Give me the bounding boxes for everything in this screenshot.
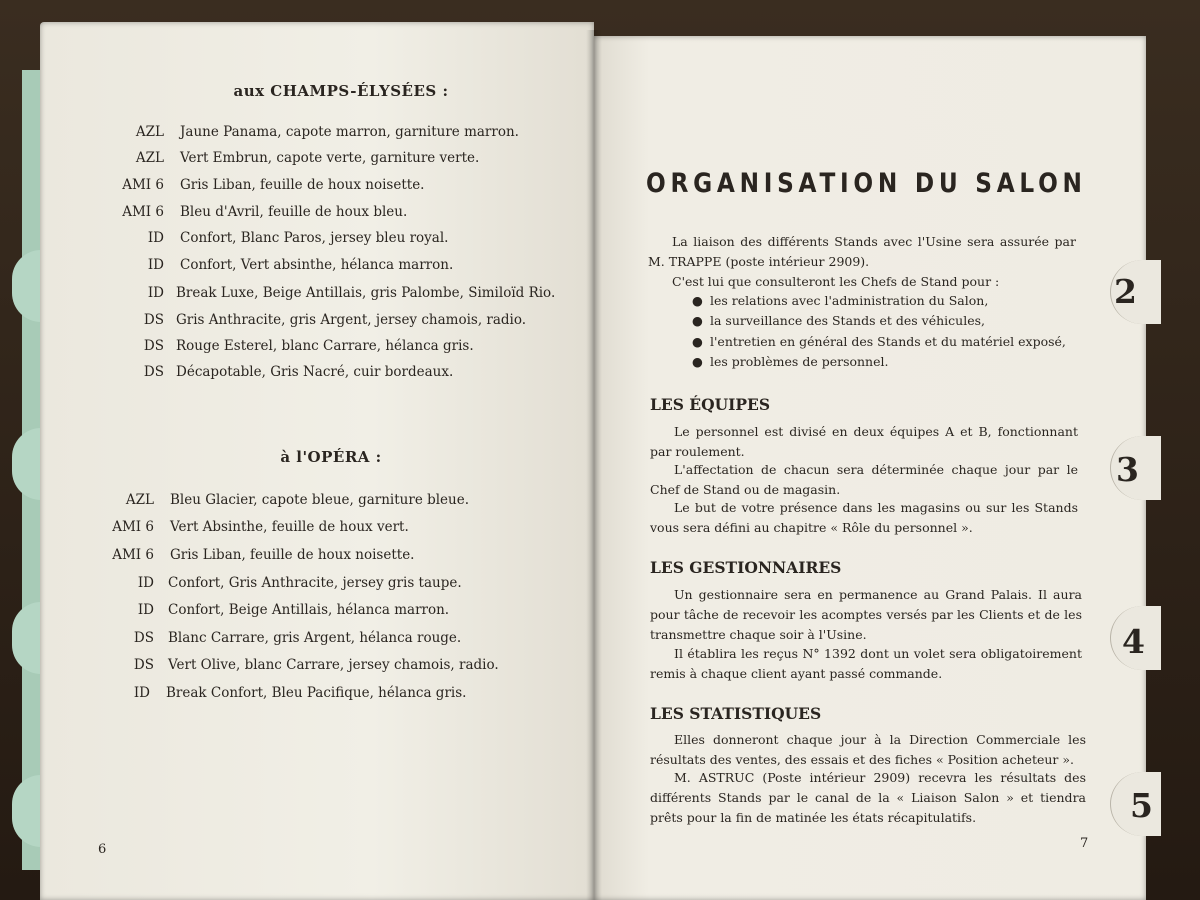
model-code: AMI 6 — [112, 519, 154, 535]
color-description: Confort, Gris Anthracite, jersey gris taupe. — [168, 575, 462, 591]
index-tab-number: 3 — [1116, 450, 1139, 489]
gestionnaires-paragraph: Un gestionnaire sera en permanence au Grand Palais. Il aura pour tâche de recevoir les acomptes versés par les Clients et de les transmettre chaque soir à l'Usine. — [650, 587, 1082, 642]
color-description: Gris Liban, feuille de houx noisette. — [180, 177, 425, 193]
color-description: Vert Absinthe, feuille de houx vert. — [170, 519, 409, 535]
list-item — [692, 354, 888, 369]
color-description: Confort, Vert absinthe, hélanca marron. — [180, 257, 454, 273]
color-description: Break Luxe, Beige Antillais, gris Palombe, Similoïd Rio. — [176, 285, 556, 301]
bullet-icon: ● — [692, 354, 703, 369]
model-code: DS — [133, 657, 154, 673]
color-description: Bleu Glacier, capote bleue, garniture bleue. — [170, 492, 470, 508]
color-description: Jaune Panama, capote marron, garniture marron. — [180, 124, 519, 140]
page-number-right: 7 — [1080, 836, 1089, 851]
model-code: AMI 6 — [122, 204, 164, 220]
bullet-text: la surveillance des Stands et des véhicules, — [710, 313, 985, 328]
equipes-paragraph: L'affectation de chacun sera déterminée chaque jour par le Chef de Stand ou de magasin. — [650, 462, 1078, 497]
model-code: AZL — [135, 150, 164, 166]
opera-title: à l'OPÉRA : — [280, 448, 382, 466]
model-code: DS — [133, 630, 154, 646]
color-description: Gris Liban, feuille de houx noisette. — [170, 547, 415, 563]
bullet-icon: ● — [692, 293, 703, 308]
model-code: AZL — [135, 124, 164, 140]
bullet-text: l'entretien en général des Stands et du matériel exposé, — [710, 334, 1066, 349]
model-code: AMI 6 — [112, 547, 154, 563]
bullet-text: les relations avec l'administration du Salon, — [710, 293, 989, 308]
model-code: ID — [147, 257, 164, 273]
equipes-paragraph: Le personnel est divisé en deux équipes A et B, fonctionnant par roulement. — [650, 424, 1078, 459]
intro-lead: C'est lui que consulteront les Chefs de Stand pour : — [672, 274, 1000, 289]
intro-paragraph: La liaison des différents Stands avec l'Usine sera assurée par M. TRAPPE (poste intérieur 2909). — [648, 234, 1076, 269]
model-code: ID — [137, 575, 154, 591]
gestionnaires-paragraph: Il établira les reçus N° 1392 dont un volet sera obligatoirement remis à chaque client ayant passé commande. — [650, 646, 1082, 681]
color-description: Confort, Beige Antillais, hélanca marron. — [168, 602, 450, 618]
statistiques-paragraph: M. ASTRUC (Poste intérieur 2909) recevra les résultats des différents Stands par le canal de la « Liaison Salon » et tiendra prêts pour la fin de matinée les états récapitulatifs. — [650, 770, 1086, 825]
bullet-icon: ● — [692, 334, 703, 349]
list-item — [692, 313, 985, 328]
statistiques-heading: LES STATISTIQUES — [650, 704, 822, 723]
champs-elysees-title: aux CHAMPS-ÉLYSÉES : — [233, 82, 449, 100]
color-description: Vert Olive, blanc Carrare, jersey chamois, radio. — [168, 657, 499, 673]
color-description: Gris Anthracite, gris Argent, jersey chamois, radio. — [176, 312, 527, 328]
model-code: ID — [133, 685, 150, 701]
color-description: Rouge Esterel, blanc Carrare, hélanca gris. — [176, 338, 474, 354]
color-description: Blanc Carrare, gris Argent, hélanca rouge. — [168, 630, 462, 646]
page-number-left: 6 — [98, 842, 107, 857]
list-item — [692, 334, 1066, 349]
color-description: Bleu d'Avril, feuille de houx bleu. — [180, 204, 408, 220]
statistiques-paragraph: Elles donneront chaque jour à la Direction Commerciale les résultats des ventes, des essais et des fiches « Position acheteur ». — [650, 732, 1086, 767]
bullet-text: les problèmes de personnel. — [710, 354, 889, 369]
model-code: ID — [147, 230, 164, 246]
index-tab-number: 2 — [1114, 272, 1137, 311]
model-code: ID — [147, 285, 164, 301]
model-code: DS — [143, 338, 164, 354]
model-code: AMI 6 — [122, 177, 164, 193]
color-description: Vert Embrun, capote verte, garniture verte. — [180, 150, 480, 166]
color-description: Décapotable, Gris Nacré, cuir bordeaux. — [176, 364, 454, 380]
equipes-heading: LES ÉQUIPES — [650, 395, 771, 414]
model-code: DS — [143, 364, 164, 380]
color-description: Confort, Blanc Paros, jersey bleu royal. — [180, 230, 449, 246]
bullet-icon: ● — [692, 313, 703, 328]
list-item — [692, 293, 988, 308]
book-gutter — [586, 30, 602, 900]
equipes-paragraph: Le but de votre présence dans les magasins ou sur les Stands vous sera défini au chapitre « Rôle du personnel ». — [650, 500, 1078, 535]
page-title: ORGANISATION DU SALON — [646, 168, 1087, 199]
index-tab-number: 5 — [1130, 786, 1153, 825]
index-tab-number: 4 — [1122, 622, 1145, 661]
model-code: ID — [137, 602, 154, 618]
color-description: Break Confort, Bleu Pacifique, hélanca gris. — [166, 685, 467, 701]
gestionnaires-heading: LES GESTIONNAIRES — [650, 558, 842, 577]
model-code: AZL — [125, 492, 154, 508]
model-code: DS — [143, 312, 164, 328]
